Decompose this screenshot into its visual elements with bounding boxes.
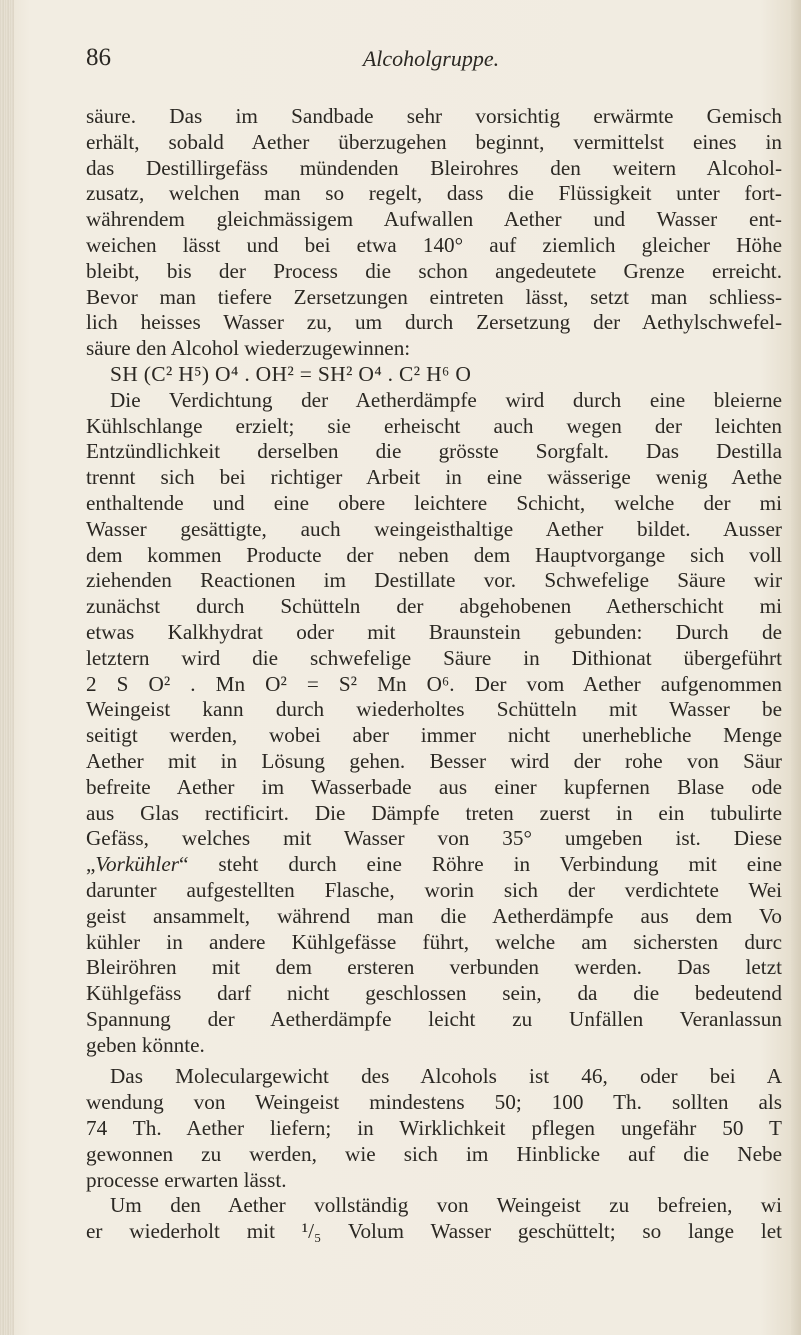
text-line: zunächst durch Schütteln der abgehobenen Aetherschicht mi [86,594,782,619]
text-line: bleibt, bis der Process die schon angedeutete Grenze erreicht. [86,258,782,283]
text-line: Weingeist kann durch wiederholtes Schütteln mit Wasser be [86,697,782,722]
text-line: erhält, sobald Aether überzugehen beginnt, vermittelst eines in [86,129,782,154]
text-line: enthaltende und eine obere leichtere Schicht, welche der mi [86,490,782,515]
binding-gutter [0,0,14,1335]
chemical-formula: SH (C² H⁵) O⁴ . OH² = SH² O⁴ . C² H⁶ O [110,361,472,386]
text-line: processe erwarten lässt. [86,1167,287,1192]
text-line: geben könnte. [86,1032,205,1057]
page-edge-shadow [791,0,801,1335]
text-line: Kühlschlange erzielt; sie erheischt auch wegen der leichten [86,413,782,438]
text-line: Bleiröhren mit dem ersteren verbunden werden. Das letzt [86,955,782,980]
body-text [86,104,782,1245]
text-line: währendem gleichmässigem Aufwallen Aether und Wasser ent- [86,207,782,232]
text-line: säure. Das im Sandbade sehr vorsichtig erwärmte Gemisch [86,104,782,128]
text-line: kühler in andere Kühlgefässe führt, welche am sichersten durc [86,929,782,954]
text-line: säure den Alcohol wiederzugewinnen: [86,336,411,361]
text-line: Die Verdichtung der Aetherdämpfe wird durch eine bleierne [110,387,782,412]
text-line: lich heisses Wasser zu, um durch Zersetzung der Aethylschwefel- [86,310,782,335]
text-line: Entzündlichkeit derselben die grösste Sorgfalt. Das Destilla [86,439,782,464]
page-number: 86 [86,44,111,71]
paragraph-1 [86,104,782,362]
text-line: Gefäss, welches mit Wasser von 35° umgeben ist. Diese [86,826,782,851]
text-line: er wiederholt mit ¹/₅ Volum Wasser geschüttelt; so lange let [86,1219,782,1244]
paragraph-2 [86,388,782,1059]
text-line: Kühlgefäss darf nicht geschlossen sein, da die bedeutend [86,981,782,1006]
text-line: ziehenden Reactionen im Destillate vor. Schwefelige Säure wir [86,568,782,593]
text-line: Aether mit in Lösung gehen. Besser wird der rohe von Säur [86,748,782,773]
text-line: zusatz, welchen man so regelt, dass die Flüssigkeit unter fort- [86,181,782,206]
text-line: weichen lässt und bei etwa 140° auf ziemlich gleicher Höhe [86,232,782,257]
text-line: Wasser gesättigte, auch weingeisthaltige Aether bildet. Ausser [86,516,782,541]
text-line: geist ansammelt, während man die Aetherdämpfe aus dem Vo [86,903,782,928]
text-line: letztern wird die schwefelige Säure in Dithionat übergeführt [86,645,782,670]
text-line: Das Moleculargewicht des Alcohols ist 46, oder bei A [110,1064,782,1089]
text-line: gewonnen zu werden, wie sich im Hinblicke auf die Nebe [86,1141,782,1166]
text-line: etwas Kalkhydrat oder mit Braunstein gebunden: Durch de [86,619,782,644]
text-line: wendung von Weingeist mindestens 50; 100 Th. sollten als [86,1090,782,1115]
text-line: Bevor man tiefere Zersetzungen eintreten lässt, setzt man schliess- [86,284,782,309]
page-header [86,44,776,84]
text-line: das Destillirgefäss mündenden Bleirohres den weitern Alcohol- [86,155,782,180]
running-head: Alcoholgruppe. [362,46,500,71]
text-line: Um den Aether vollständig von Weingeist zu befreien, wi [110,1193,782,1218]
text-line: seitigt werden, wobei aber immer nicht unerhebliche Menge [86,723,782,748]
text-line: trennt sich bei richtiger Arbeit in eine wässerige wenig Aethe [86,465,782,490]
text-line: dem kommen Producte der neben dem Hauptvorgange sich voll [86,542,782,567]
paragraph-3 [86,1064,782,1193]
text-line: aus Glas rectificirt. Die Dämpfe treten zuerst in ein tubulirte [86,800,782,825]
paragraph-4 [86,1193,782,1245]
text-line: Spannung der Aetherdämpfe leicht zu Unfällen Veranlassun [86,1006,782,1031]
text-line: „Vorkühler“ steht durch eine Röhre in Verbindung mit eine [86,852,782,877]
text-line: befreite Aether im Wasserbade aus einer kupfernen Blase ode [86,774,782,799]
text-line: 74 Th. Aether liefern; in Wirklichkeit pflegen ungefähr 50 T [86,1116,782,1141]
italic-term: Vorkühler [95,852,179,877]
text-line: darunter aufgestellten Flasche, worin sich der verdichtete Wei [86,877,782,902]
text-line: 2 S O² . Mn O² = S² Mn O⁶. Der vom Aether aufgenommen [86,671,782,696]
